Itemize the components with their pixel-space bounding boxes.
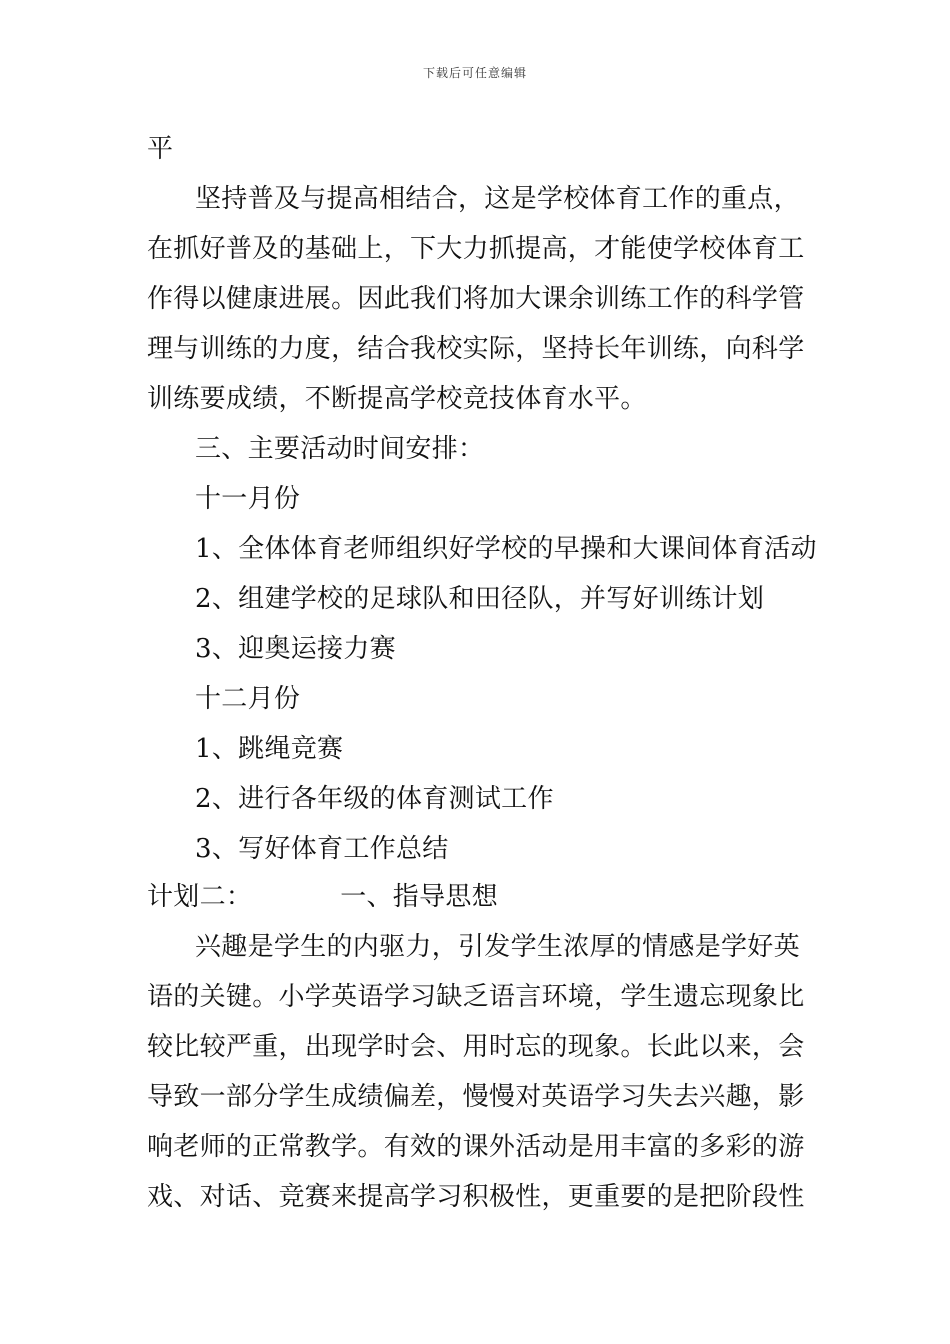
list-item: 3、迎奥运接力赛 [195,634,396,664]
list-item: 3、写好体育工作总结 [195,834,449,864]
text-line: 在抓好普及的基础上，下大力抓提高，才能使学校体育工 [147,234,805,264]
text-line: 语的关键。小学英语学习缺乏语言环境，学生遗忘现象比 [147,982,805,1012]
plan2-heading: 一、指导思想 [340,882,499,912]
list-item: 2、组建学校的足球队和田径队，并写好训练计划 [195,584,765,614]
month-heading: 十二月份 [195,684,301,714]
text-line: 平 [147,134,174,164]
list-item: 1、全体体育老师组织好学校的早操和大课间体育活动 [195,534,817,564]
text-line: 导致一部分学生成绩偏差，慢慢对英语学习失去兴趣，影 [147,1082,805,1112]
section-heading: 三、主要活动时间安排： [195,434,485,464]
text-line: 作得以健康进展。因此我们将加大课余训练工作的科学管 [147,284,805,314]
list-item: 1、跳绳竞赛 [195,734,344,764]
plan2-heading-line [147,882,498,912]
page-header: 下载后可任意编辑 [422,66,527,80]
plan2-label: 计划二： [147,882,253,912]
text-line: 理与训练的力度，结合我校实际，坚持长年训练，向科学 [147,334,805,364]
text-line: 响老师的正常教学。有效的课外活动是用丰富的多彩的游 [147,1132,805,1162]
paragraph-start: 坚持普及与提高相结合，这是学校体育工作的重点， [195,184,800,214]
month-heading: 十一月份 [195,484,301,514]
paragraph-start: 兴趣是学生的内驱力，引发学生浓厚的情感是学好英 [195,932,800,962]
text-line: 训练要成绩，不断提高学校竞技体育水平。 [147,384,647,414]
text-line: 较比较严重，出现学时会、用时忘的现象。长此以来，会 [147,1032,805,1062]
text-line: 戏、对话、竞赛来提高学习积极性，更重要的是把阶段性 [147,1182,805,1212]
list-item: 2、进行各年级的体育测试工作 [195,784,554,814]
